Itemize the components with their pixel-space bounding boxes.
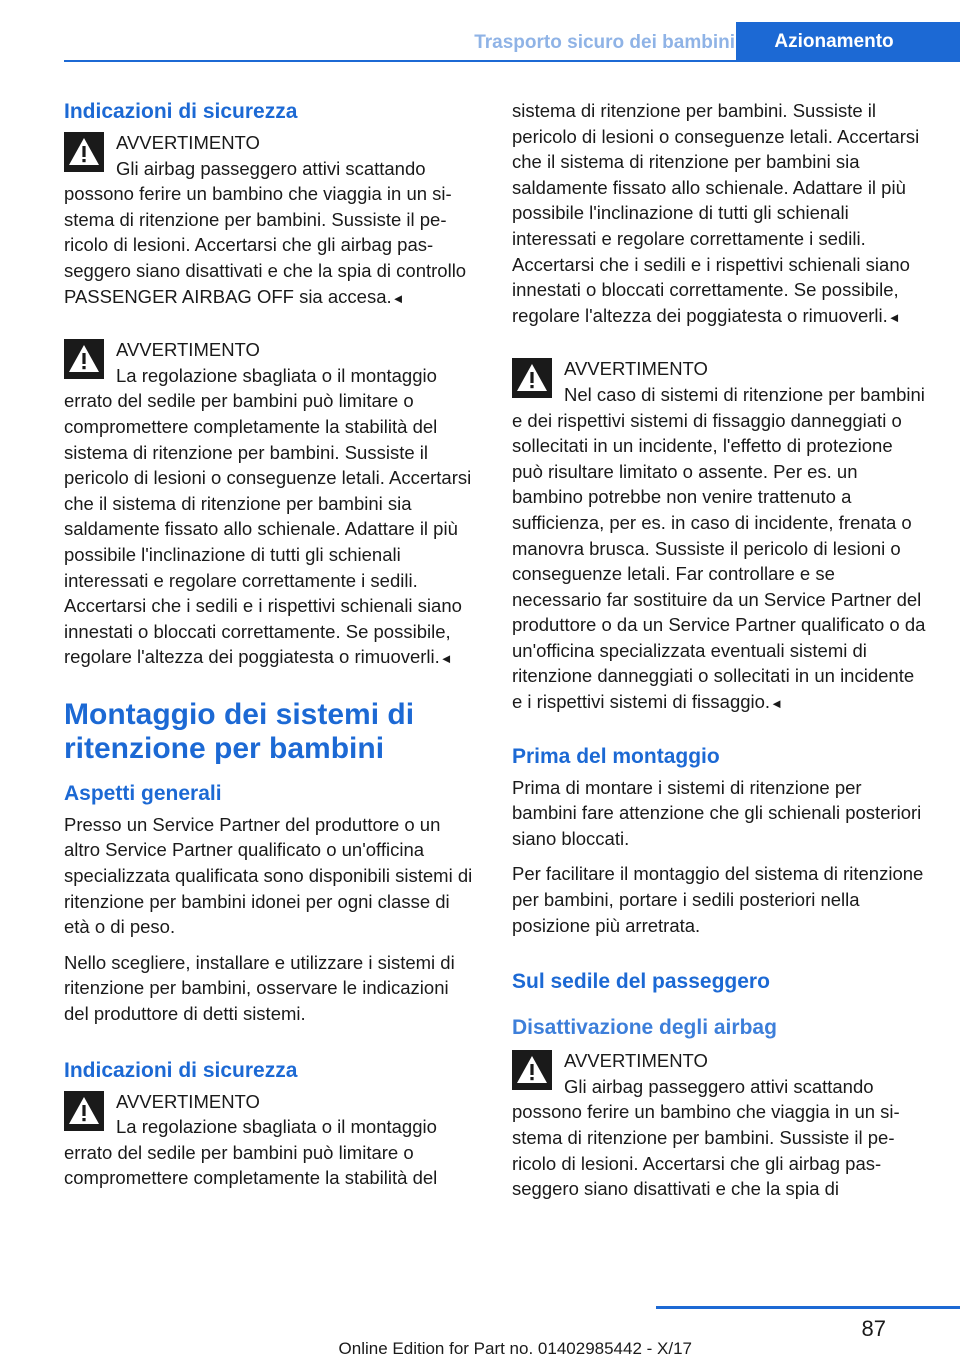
- header-section-title: Trasporto sicuro dei bambini: [474, 32, 735, 53]
- right-column: [512, 98, 926, 1228]
- warning-triangle-icon: [512, 358, 552, 398]
- warning-block: [64, 337, 478, 672]
- paragraph: Presso un Service Partner del produttore o un altro Service Partner qualificato o un'officina specializzata qualificata sono disponibili sistemi di ritenzione per bambini idonei per ogni classe di età o di peso.: [64, 813, 473, 938]
- warning-block: [64, 1089, 478, 1191]
- heading-general: Aspetti generali: [64, 781, 222, 805]
- heading-safety-notes: Indicazioni di sicurezza: [64, 1058, 298, 1082]
- left-column: [64, 98, 478, 1217]
- heading-before-mounting: Prima del montaggio: [512, 744, 720, 768]
- paragraph: Per facilitare il montaggio del sistema di ritenzione per bambini, portare i sedili posteriori nella posizione più arretrata.: [512, 863, 924, 936]
- warning-triangle-icon: [64, 1091, 104, 1131]
- end-mark: ◄: [887, 309, 901, 325]
- warning-block: [64, 130, 478, 311]
- warning-body: Gli airbag passeggero attivi scattando possono ferire un bambino che viaggia in un sistema di ritenzione per bambini. Sussiste il pericolo di lesioni. Accertarsi che gli airbag passeggero siano disattivati e che la spia di: [512, 1075, 900, 1200]
- paragraph: Nello scegliere, installare e utilizzare i sistemi di ritenzione per bambini, osservare le indicazioni del produttore di detti sistemi.: [64, 951, 455, 1025]
- header-rule: [64, 60, 960, 62]
- page-header: [64, 22, 960, 62]
- heading-mounting: Montaggio dei sistemi di ritenzione per bambini: [64, 697, 415, 765]
- warning-body: La regolazione sbagliata o il montaggio errato del sedile per bambini può limitare o compromettere completamente la stabilità del: [64, 1116, 438, 1189]
- footer-rule: [656, 1306, 960, 1309]
- end-mark: ◄: [770, 696, 783, 712]
- end-mark: ◄: [391, 290, 405, 306]
- heading-passenger-seat: Sul sedile del passeggero: [512, 970, 770, 994]
- footer-edition: Online Edition for Part no. 01402985442 - X/17: [338, 1339, 692, 1358]
- warning-body: Gli airbag passeggero attivi scattando possono ferire un bambino che viaggia in un sistema di ritenzione per bambini. Sussiste il pericolo di lesioni. Accertarsi che gli airbag passeggero siano disattivati e che la spia di controllo PASSENGER AIRBAG OFF sia accesa.: [64, 157, 467, 307]
- warning-block: [512, 1048, 926, 1202]
- paragraph-continued: [512, 98, 926, 330]
- warning-title: AVVERTIMENTO: [116, 1090, 260, 1112]
- warning-title: AVVERTIMENTO: [564, 358, 708, 380]
- warning-title: AVVERTIMENTO: [116, 339, 260, 361]
- warning-triangle-icon: [64, 132, 104, 172]
- continued-text: sistema di ritenzione per bambini. Sussiste il pericolo di lesioni o conseguenze letali. Accertarsi che il sistema di ritenzione per bambini sia saldamente fissato allo schienale. Adattare il più possibile l'inclinazione di tutti gli schienali interessati e regolare correttamente i sedili. Accertarsi che i sedili e i rispettivi schienali siano innestati o bloccati correttamente. Se possibile, regolare l'altezza dei poggiatesta o rimuoverli.: [512, 100, 920, 326]
- page-number: 87: [861, 1316, 886, 1341]
- warning-title: AVVERTIMENTO: [564, 1050, 708, 1072]
- header-chapter-tab: Azionamento: [736, 22, 960, 62]
- heading-disable-airbags: Disattivazione degli airbag: [512, 1016, 777, 1040]
- warning-triangle-icon: [512, 1050, 552, 1090]
- warning-triangle-icon: [64, 339, 104, 379]
- warning-block: [512, 356, 926, 716]
- paragraph: Prima di montare i sistemi di ritenzione per bambini fare attenzione che gli schienali posteriori siano bloccati.: [512, 776, 922, 849]
- warning-title: AVVERTIMENTO: [116, 132, 260, 153]
- warning-body: Nel caso di sistemi di ritenzione per bambini e dei rispettivi sistemi di fissaggio danneggiati o sollecitati in un incidente, l'effetto di protezione può risultare limitato o assente. Per es. un bambino potrebbe non venire trattenuto a sufficienza, per es. in caso di incidente, frenata o manovra brusca. Sussiste il pericolo di lesioni o conseguenze letali. Far controllare e se necessario far sostituire da un Service Partner del produttore o da un Service Partner qualificato o da un'officina specializzata eventuali sistemi di ritenzione danneggiati o sollecitati in un incidente e i rispettivi sistemi di fissaggio.: [512, 383, 926, 713]
- end-mark: ◄: [439, 651, 453, 667]
- heading-safety-notes: Indicazioni di sicurezza: [64, 100, 298, 123]
- warning-body: La regolazione sbagliata o il montaggio errato del sedile per bambini può limitare o compromettere completamente la stabilità del sistema di ritenzione per bambini. Sussiste il pericolo di lesioni o conseguenze letali. Accertarsi che il sistema di ritenzione per bambini sia saldamente fissato allo schienale. Adattare il più possibile l'inclinazione di tutti gli schienali interessati e regolare correttamente i sedili. Accertarsi che i sedili e i rispettivi schienali siano innestati o bloccati correttamente. Se possibile, regolare l'altezza dei poggiatesta o rimuoverli.: [64, 364, 472, 668]
